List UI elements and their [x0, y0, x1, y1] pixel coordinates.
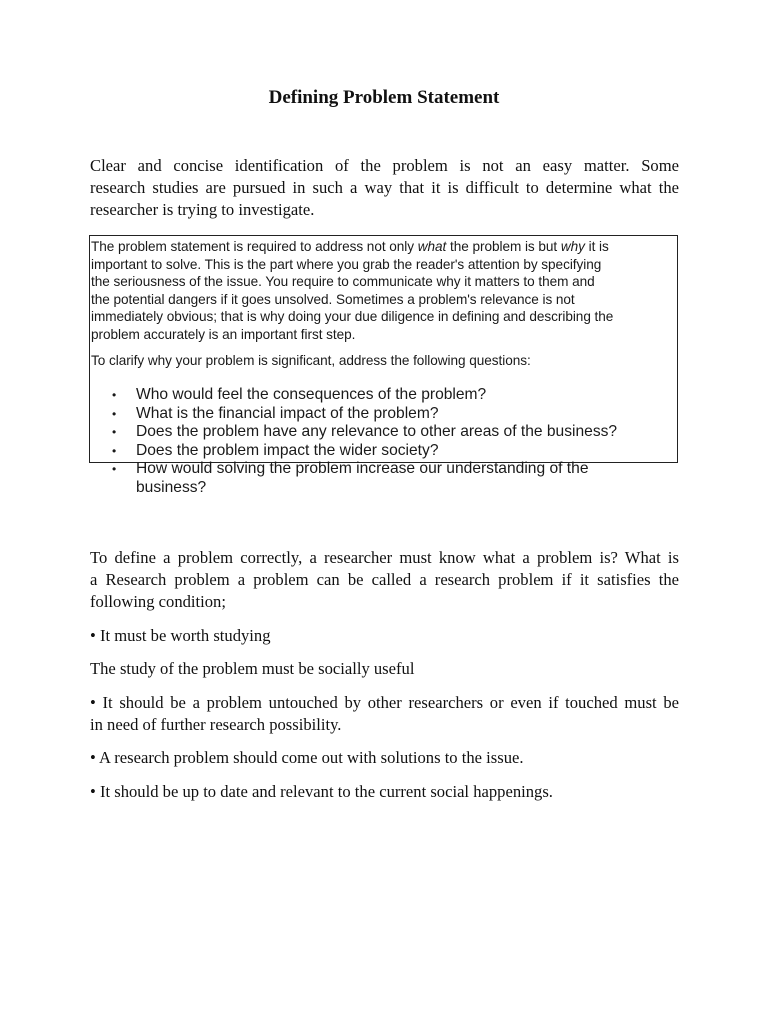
box-line-2: important to solve. This is the part where you grab the reader's attention by specifying — [91, 256, 602, 272]
list-item — [108, 442, 688, 461]
list-item — [108, 460, 688, 497]
list-item — [108, 386, 688, 405]
box-line-1-emph-why: why — [560, 239, 585, 254]
questions-list — [108, 386, 688, 498]
condition-socially-useful: The study of the problem must be socially useful — [90, 659, 415, 678]
box-line-6: problem accurately is an important first step. — [91, 326, 356, 342]
box-line-4: the potential dangers if it goes unsolved. Sometimes a problem's relevance is not — [91, 291, 575, 307]
page-title: Defining Problem Statement — [268, 87, 500, 108]
box-line-1-part-3: it is — [584, 239, 609, 254]
bullet-icon: • — [112, 406, 117, 421]
list-item — [108, 423, 688, 442]
question-text: Who would feel the consequences of the problem? — [136, 386, 487, 403]
box-paragraph-1 — [91, 238, 679, 344]
box-line-1 — [91, 238, 679, 256]
list-item — [108, 405, 688, 424]
condition-untouched-line-1: • It should be a problem untouched by other researchers or even if touched must be — [90, 693, 679, 712]
bullet-icon: • — [112, 462, 117, 477]
box-line-5: immediately obvious; that is why doing your due diligence in defining and describing the — [91, 309, 614, 325]
definition-line-3: following condition; — [90, 592, 226, 611]
condition-untouched-line-2: in need of further research possibility. — [90, 715, 342, 734]
box-line-3: the seriousness of the issue. You require to communicate why it matters to them and — [91, 274, 595, 290]
condition-solutions: • A research problem should come out with solutions to the issue. — [90, 748, 524, 767]
intro-line-2: research studies are pursued in such a way that it is difficult to determine what the — [90, 178, 679, 197]
condition-up-to-date: • It should be up to date and relevant to the current social happenings. — [90, 782, 553, 801]
bullet-icon: • — [112, 425, 117, 440]
intro-line-3: researcher is trying to investigate. — [90, 200, 315, 219]
question-text-continued: business? — [136, 478, 207, 496]
definition-line-2: a Research problem a problem can be called a research problem if it satisfies the — [90, 570, 679, 589]
box-line-1-part-2: the problem is but — [446, 239, 561, 254]
question-text: What is the financial impact of the problem? — [136, 404, 439, 422]
question-text: How would solving the problem increase our understanding of the — [136, 460, 589, 478]
box-paragraph-2: To clarify why your problem is significant, address the following questions: — [91, 353, 531, 368]
intro-line-1: Clear and concise identification of the problem is not an easy matter. Some — [90, 156, 679, 175]
question-text: Does the problem impact the wider society? — [136, 441, 439, 459]
box-line-1-part-1: The problem statement is required to address not only — [91, 239, 418, 254]
box-line-1-emph-what: what — [417, 239, 447, 254]
question-text: Does the problem have any relevance to other areas of the business? — [136, 423, 618, 441]
bullet-icon: • — [112, 388, 117, 402]
bullet-icon: • — [112, 443, 117, 458]
condition-worth-studying: • It must be worth studying — [90, 626, 271, 645]
definition-line-1: To define a problem correctly, a researcher must know what a problem is? What is — [90, 548, 679, 567]
